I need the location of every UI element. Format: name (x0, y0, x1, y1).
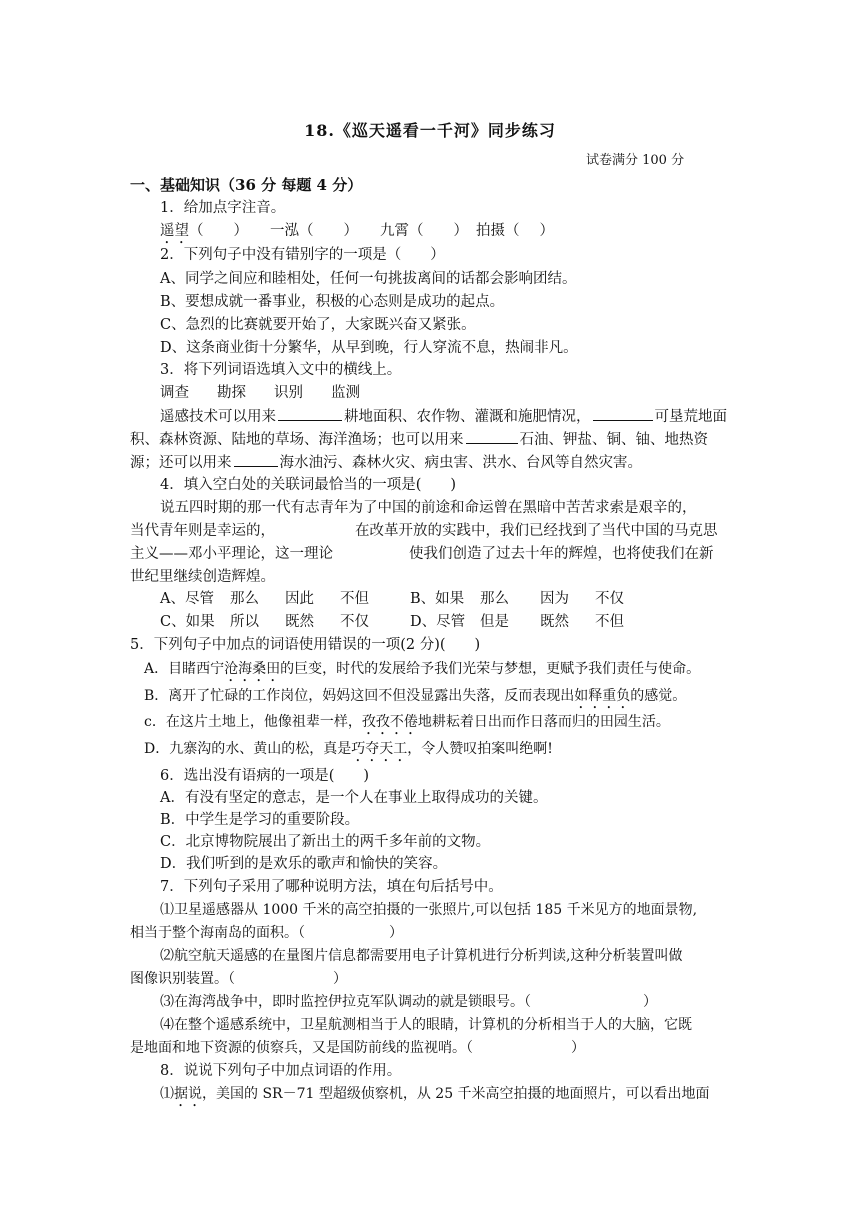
q2-option-a: A、同学之间应和睦相处，任何一句挑拔离间的话都会影响团结。 (160, 271, 577, 287)
q3-word: 识别 (274, 385, 303, 401)
q2-option-b: B、要想成就一番事业，积极的心态则是成功的起点。 (160, 294, 505, 310)
q7-sentence-1b: 相当于整个海南岛的面积。（ ） (130, 925, 403, 941)
q5-option-b: B．离开了忙碌的工作岗位，妈妈这回不但没显露出失落，反而表现出如释重负的感觉。 (144, 688, 687, 704)
score-note: 试卷满分 100 分 (586, 153, 685, 168)
answer-blank[interactable] (466, 429, 518, 444)
q4-options-row1: A、尽管 那么 因此 不但 B、如果 那么 因为 不仅 (160, 591, 624, 607)
q7-sentence-2a: ⑵航空航天遥感的在量图片信息都需要用电子计算机进行分析判读,这种分析装置叫做 (160, 948, 683, 964)
q6-option-b: B．中学生是学习的重要阶段。 (160, 812, 360, 828)
q4-options-row2: C、如果 所以 既然 不仅 D、尽管 但是 既然 不但 (160, 614, 624, 630)
q7-sentence-4a: ⑷在整个遥感系统中，卫星航测相当于人的眼睛，计算机的分析相当于人的大脑，它既 (160, 1017, 692, 1033)
q6-option-c: C．北京博物院展出了新出土的两千多年前的文物。 (160, 834, 491, 850)
q7-sentence-1a: ⑴卫星遥感器从 1000 千米的高空拍摄的一张照片,可以包括 185 千米见方的地面景物, (160, 902, 698, 918)
q1-items: 遥望（ ） 一泓（ ） 九霄（ ） 拍摄（ ） (160, 223, 554, 239)
q7-stem: 7．下列句子采用了哪种说明方法，填在句后括号中。 (160, 879, 503, 895)
q4-passage-line4: 世纪里继续创造辉煌。 (130, 569, 275, 585)
q3-word: 监测 (331, 385, 360, 401)
q6-option-a: A．有没有坚定的意志，是一个人在事业上取得成功的关键。 (160, 790, 548, 806)
q2-option-c: C、急烈的比赛就要开始了，大家既兴奋又紧张。 (160, 317, 476, 333)
section-heading: 一、基础知识（36 分 每题 4 分） (130, 176, 363, 194)
q1-word-2: 一泓 (270, 223, 299, 239)
q3-word: 调查 (160, 385, 189, 401)
q4-passage-line2: 当代青年则是幸运的， 在改革开放的实践中，我们已经找到了当代中国的马克思 (130, 523, 718, 539)
q8-sentence-1: ⑴据说，美国的 SR－71 型超级侦察机，从 25 千米高空拍摄的地面照片，可以看出地面 (160, 1086, 710, 1102)
q7-sentence-3: ⑶在海湾战争中，即时监控伊拉克军队调动的就是锁眼号。（ ） (160, 994, 657, 1010)
q2-option-d: D、这条商业街十分繁华，从早到晚，行人穿流不息，热闹非凡。 (160, 340, 578, 356)
q2-stem: 2．下列句子中没有错别字的一项是（ ） (160, 247, 445, 263)
q1-stem: 1．给加点字注音。 (160, 200, 286, 216)
q1-word-4: 拍摄 (476, 223, 505, 239)
q7-sentence-2b: 图像识别装置。（ ） (130, 971, 347, 987)
q4-passage-line1: 说五四时期的那一代有志青年为了中国的前途和命运曾在黑暗中苦苦求索是艰辛的， (160, 500, 697, 516)
q6-stem: 6．选出没有语病的一项是( ) (160, 768, 370, 784)
answer-blank[interactable] (593, 406, 653, 421)
q3-passage-line2: 积、森林资源、陆地的草场、海洋渔场；也可以用来 石油、钾盐、铜、铀、地热资 (130, 429, 708, 450)
q5-option-d: D．九寨沟的水、黄山的松，真是巧夺天工，令人赞叹拍案叫绝啊! (144, 741, 553, 757)
q3-passage-line3: 源；还可以用来 海水油污、森林火灾、病虫害、洪水、台风等自然灾害。 (130, 452, 642, 473)
q4-passage-line3: 主义——邓小平理论，这一理论 使我们创造了过去十年的辉煌，也将使我们在新 (130, 546, 714, 562)
q3-word-bank (160, 383, 360, 403)
q8-stem: 8．说说下列句子中加点词语的作用。 (160, 1063, 402, 1079)
answer-blank[interactable] (278, 406, 342, 421)
q4-stem: 4．填入空白处的关联词最恰当的一项是( ) (160, 477, 457, 493)
q5-option-c: c．在这片土地上，他像祖辈一样，孜孜不倦地耕耘着日出而作日落而归的田园生活。 (144, 714, 670, 730)
page-title: 18.《巡天遥看一千河》同步练习 (304, 121, 556, 140)
q5-stem: 5．下列句子中加点的词语使用错误的一项(2 分)( ) (130, 637, 481, 653)
q6-option-d: D．我们听到的是欢乐的歌声和愉快的笑容。 (160, 856, 448, 872)
q7-sentence-4b: 是地面和地下资源的侦察兵，又是国防前线的监视哨。（ ） (130, 1040, 585, 1056)
q3-passage-line1: 遥感技术可以用来 耕地面积、农作物、灌溉和施肥情况， 可垦荒地面 (160, 406, 727, 427)
q1-word-1: 遥望 (160, 223, 189, 239)
q3-stem: 3．将下列词语选填入文中的横线上。 (160, 362, 402, 378)
q3-word: 勘探 (217, 385, 246, 401)
answer-blank[interactable] (234, 452, 278, 467)
q1-word-3: 九霄 (380, 223, 409, 239)
q5-option-a: A．目睹西宁沧海桑田的巨变，时代的发展给予我们光荣与梦想，更赋予我们责任与使命。 (144, 661, 701, 677)
